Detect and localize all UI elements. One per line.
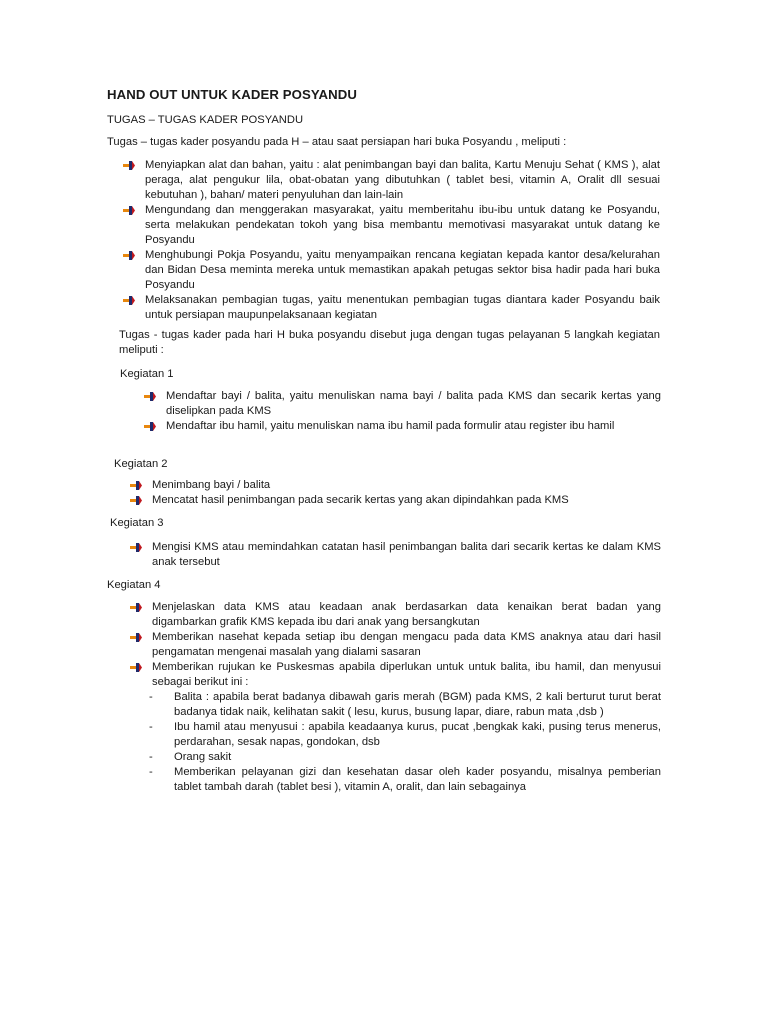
arrow-bullet-icon bbox=[130, 480, 142, 491]
dash-marker: - bbox=[149, 751, 153, 763]
list-item bbox=[152, 630, 661, 660]
list-item-text: Menghubungi Pokja Posyandu, yaitu menyampaikan rencana kegiatan kepada kantor desa/kelurahan dan Bidan Desa meminta mereka untuk memastikan apakah petugas sektor bisa hadir pada hari buka Posyandu bbox=[145, 249, 660, 291]
list-item bbox=[145, 158, 660, 203]
list-item bbox=[152, 478, 661, 493]
kegiatan-1-heading: Kegiatan 1 bbox=[120, 368, 174, 380]
arrow-bullet-icon bbox=[130, 602, 142, 613]
list-item bbox=[152, 540, 661, 570]
list-item bbox=[152, 660, 661, 690]
list-item bbox=[145, 248, 660, 293]
arrow-bullet-icon bbox=[123, 205, 135, 216]
list-item-text: Menimbang bayi / balita bbox=[152, 479, 271, 491]
dash-marker: - bbox=[149, 766, 153, 778]
list-item bbox=[152, 493, 661, 508]
arrow-bullet-icon bbox=[123, 295, 135, 306]
dash-marker: - bbox=[149, 721, 153, 733]
arrow-bullet-icon bbox=[123, 250, 135, 261]
arrow-bullet-icon bbox=[144, 421, 156, 432]
sub-list-item-text: Memberikan pelayanan gizi dan kesehatan dasar oleh kader posyandu, misalnya pemberian tablet tambah darah (tablet besi ), vitamin A, oralit, dan lain sebagainya bbox=[174, 766, 661, 793]
list-item-text: Mengundang dan menggerakan masyarakat, yaitu memberitahu ibu-ibu untuk datang ke Posyandu, serta melakukan pendekatan tokoh yang bisa membantu memotivasi masyarakat untuk datang ke Posyandu bbox=[145, 204, 660, 246]
kegiatan-2-list bbox=[152, 478, 661, 508]
arrow-bullet-icon bbox=[144, 391, 156, 402]
sub-list-item-text: Ibu hamil atau menyusui : apabila keadaanya kurus, pucat ,bengkak kaki, pusing terus menerus, perdarahan, sesak napas, gondokan, dsb bbox=[174, 721, 661, 748]
arrow-bullet-icon bbox=[130, 632, 142, 643]
arrow-bullet-icon bbox=[123, 160, 135, 171]
list-item-text: Mendaftar bayi / balita, yaitu menuliskan nama bayi / balita pada KMS dan secarik kertas yang diselipkan pada KMS bbox=[166, 390, 661, 417]
sub-list-item bbox=[149, 690, 661, 720]
kegiatan-4-heading: Kegiatan 4 bbox=[107, 579, 161, 591]
kegiatan-3-list bbox=[152, 540, 661, 570]
kegiatan-4-list bbox=[152, 600, 661, 690]
list-item-text: Memberikan nasehat kepada setiap ibu dengan mengacu pada data KMS anaknya atau dari hasil pengamatan mengenai masalah yang dialami sasaran bbox=[152, 631, 661, 658]
document-title: HAND OUT UNTUK KADER POSYANDU bbox=[107, 87, 358, 102]
list-item-text: Menjelaskan data KMS atau keadaan anak berdasarkan data kenaikan berat badan yang digambarkan grafik KMS kepada ibu dari anak yang bersangkutan bbox=[152, 601, 661, 628]
list-item-text: Memberikan rujukan ke Puskesmas apabila diperlukan untuk untuk balita, ibu hamil, dan menyusui sebagai berikut ini : bbox=[152, 661, 661, 688]
list-item-text: Mencatat hasil penimbangan pada secarik kertas yang akan dipindahkan pada KMS bbox=[152, 494, 569, 506]
hday-intro-paragraph: Tugas - tugas kader pada hari H buka posyandu disebut juga dengan tugas pelayanan 5 langkah kegiatan meliputi : bbox=[119, 329, 660, 356]
sub-list-item bbox=[149, 765, 661, 795]
kegiatan-3-heading: Kegiatan 3 bbox=[110, 517, 164, 529]
arrow-bullet-icon bbox=[130, 542, 142, 553]
sub-list-item bbox=[149, 720, 661, 750]
list-item-text: Melaksanakan pembagian tugas, yaitu menentukan pembagian tugas diantara kader Posyandu baik untuk persiapan maupunpelaksanaan kegiatan bbox=[145, 294, 660, 321]
dash-marker: - bbox=[149, 691, 153, 703]
arrow-bullet-icon bbox=[130, 495, 142, 506]
list-item bbox=[145, 203, 660, 248]
list-item bbox=[166, 389, 661, 419]
sub-list-item bbox=[149, 750, 661, 765]
prep-list bbox=[145, 158, 660, 323]
document-subtitle: TUGAS – TUGAS KADER POSYANDU bbox=[107, 114, 304, 126]
intro-paragraph: Tugas – tugas kader posyandu pada H – atau saat persiapan hari buka Posyandu , meliputi : bbox=[107, 136, 567, 148]
list-item-text: Mendaftar ibu hamil, yaitu menuliskan nama ibu hamil pada formulir atau register ibu hamil bbox=[166, 420, 615, 432]
list-item bbox=[145, 293, 660, 323]
list-item-text: Mengisi KMS atau memindahkan catatan hasil penimbangan balita dari secarik kertas ke dalam KMS anak tersebut bbox=[152, 541, 661, 568]
referral-sublist bbox=[149, 690, 661, 795]
list-item bbox=[152, 600, 661, 630]
arrow-bullet-icon bbox=[130, 662, 142, 673]
kegiatan-1-list bbox=[166, 389, 661, 434]
sub-list-item-text: Orang sakit bbox=[174, 751, 232, 763]
list-item-text: Menyiapkan alat dan bahan, yaitu : alat penimbangan bayi dan balita, Kartu Menuju Sehat ( KMS ), alat peraga, alat pengukur lila, obat-obatan yang dibutuhkan ( tablet besi, vitamin A, Oralit dll sesuai kebutuhan ), bahan/ materi penyuluhan dan lain-lain bbox=[145, 159, 660, 201]
sub-list-item-text: Balita : apabila berat badanya dibawah garis merah (BGM) pada KMS, 2 kali berturut turut berat badanya tidak naik, kelihatan sakit ( lesu, kurus, busung lapar, diare, rabun mata ,dsb ) bbox=[174, 691, 661, 718]
list-item bbox=[166, 419, 661, 434]
kegiatan-2-heading: Kegiatan 2 bbox=[114, 458, 168, 470]
